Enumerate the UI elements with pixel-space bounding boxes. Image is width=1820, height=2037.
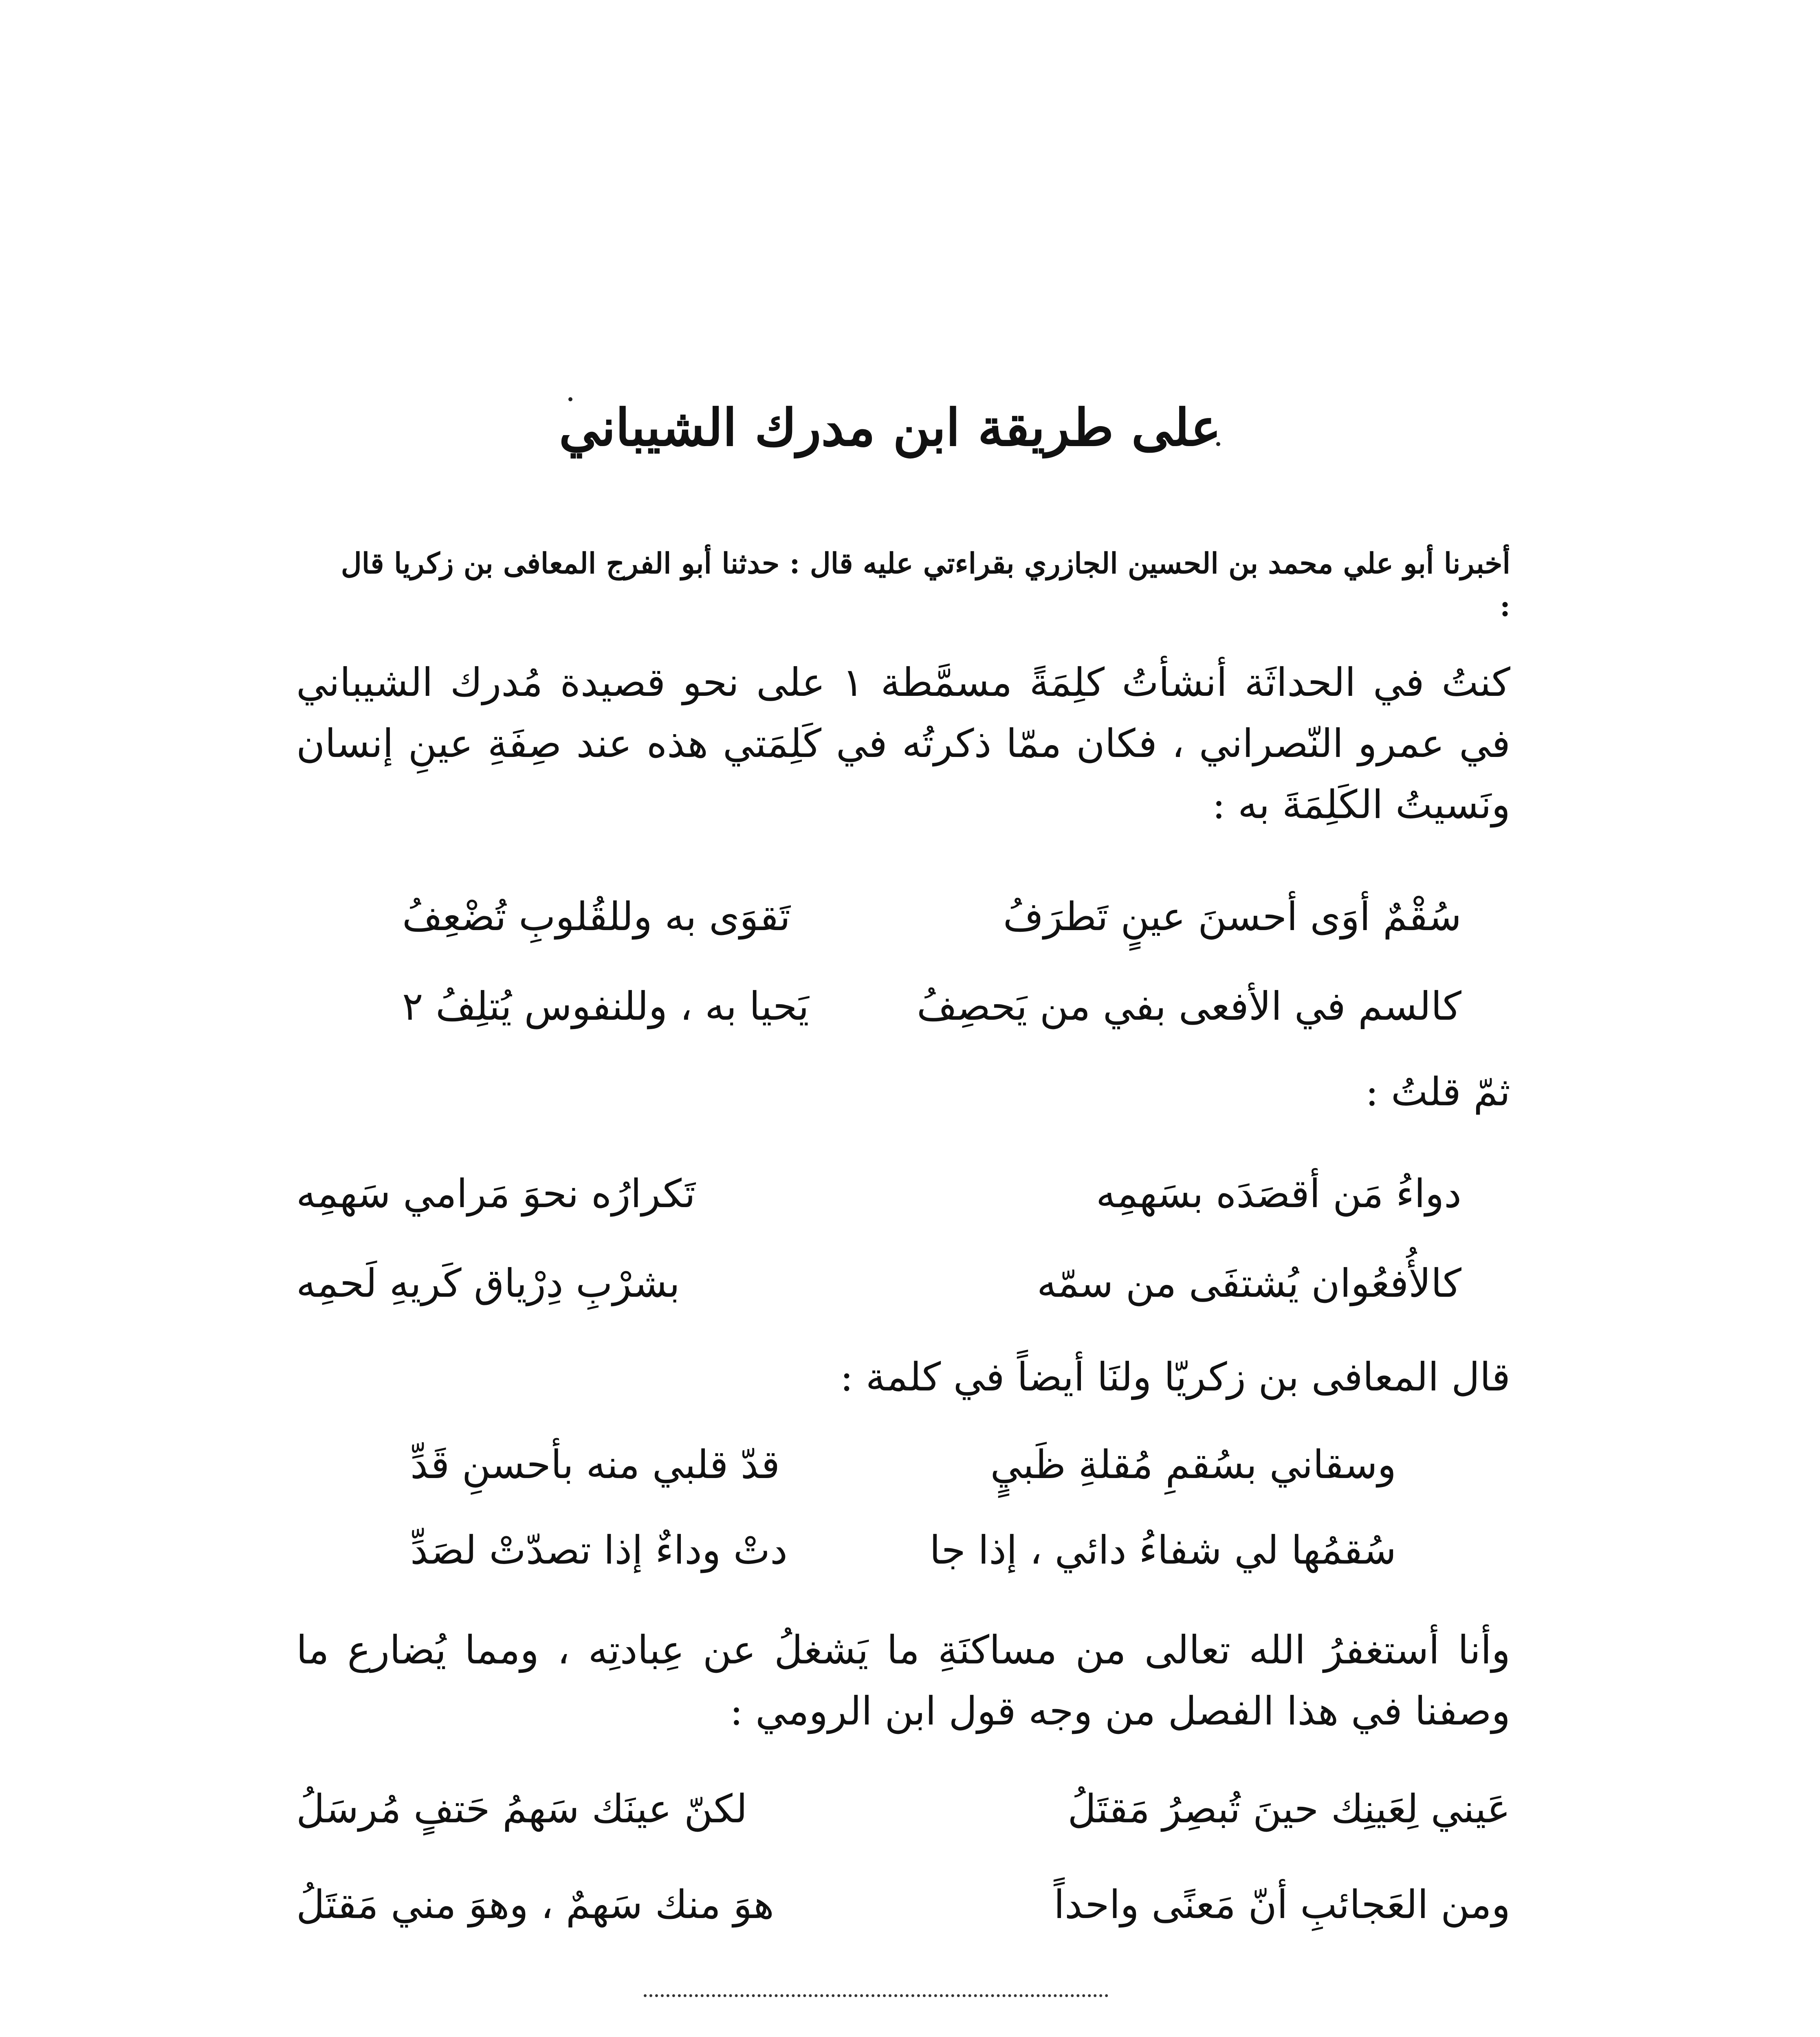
paragraph-muafa: قال المعافى بن زكريّا ولنَا أيضاً في كلمة :: [840, 1354, 1510, 1400]
verse-first-hemistich: وسقاني بسُقمِ مُقلةِ ظَبيٍ: [990, 1442, 1396, 1487]
page-title: على طريقة ابن مدرك الشيباني: [559, 398, 1221, 458]
paragraph-intro: كنتُ في الحداثَة أنشأتُ كلِمَةً مسمَّطة ١ على نحو قصيدة مُدرك الشيباني في عمرو النّصراني ، فكان ممّا ذكرتُه في كَلِمَتي هذه عند صِفَةِ عينِ إنسان ونَسيتُ الكَلِمَةَ به :: [296, 660, 1511, 827]
verse-first-hemistich: كالسم في الأفعى بفي من يَحصِفُ: [917, 983, 1461, 1029]
verse-first-hemistich: دواءُ مَن أقصَدَه بسَهمِه: [1096, 1171, 1461, 1216]
verse-line: [296, 1778, 1510, 1839]
verse-second-hemistich: دتْ وداءٌ إذا تصدّتْ لصَدِّ: [410, 1527, 788, 1573]
verse-first-hemistich: عَيني لِعَينِك حينَ تُبصِرُ مَقتَلُ: [1067, 1786, 1510, 1832]
verse-line: [296, 886, 1510, 947]
verse-line: [296, 1434, 1510, 1495]
verse-second-hemistich: تَكرارُه نحوَ مَرامي سَهمِه: [296, 1171, 696, 1216]
verse-second-hemistich: بشرْبِ دِرْياق كَريهِ لَحمِه: [296, 1260, 680, 1306]
verse-line: [296, 1253, 1510, 1314]
verse-line: [296, 1874, 1510, 1935]
verse-second-hemistich: هوَ منك سَهمٌ ، وهوَ مني مَقتَلُ: [296, 1882, 774, 1927]
verse-second-hemistich: يَحيا به ، وللنفوس يُتلِفُ ٢: [402, 983, 809, 1029]
verse-first-hemistich: سُقمُها لي شفاءُ دائي ، إذا جا: [929, 1527, 1396, 1573]
verse-second-hemistich: قدّ قلبي منه بأحسنِ قَدِّ: [410, 1442, 780, 1487]
verse-line: [296, 1163, 1510, 1224]
footnote-separator: [644, 1994, 1108, 1997]
verse-line: [296, 1520, 1510, 1581]
verse-line: [296, 976, 1510, 1037]
verse-first-hemistich: كالأُفعُوان يُشتفَى من سمّه: [1037, 1260, 1461, 1306]
verse-first-hemistich: ومن العَجائبِ أنّ مَعنًى واحداً: [1054, 1882, 1510, 1927]
verse-second-hemistich: تَقوَى به وللقُلوبِ تُضْعِفُ: [402, 894, 791, 939]
isnad-text: أخبرنا أبو علي محمد بن الحسين الجازري بقراءتي عليه قال : حدثنا أبو الفرج المعافى بن زكريا قال :: [341, 546, 1510, 623]
verse-first-hemistich: سُقْمٌ أوَى أحسنَ عينٍ تَطرَفُ: [1003, 894, 1461, 939]
then-said-text: ثمّ قلتُ :: [1365, 1069, 1510, 1115]
verse-second-hemistich: لكنّ عينَك سَهمُ حَتفٍ مُرسَلُ: [296, 1786, 748, 1832]
paragraph-istighfar: وأنا أستغفرُ الله تعالى من مساكنَةِ ما يَشغلُ عن عِبادتِه ، ومما يُضارع ما وصفنا في هذا الفصل من وجه قول ابن الرومي :: [296, 1627, 1510, 1734]
